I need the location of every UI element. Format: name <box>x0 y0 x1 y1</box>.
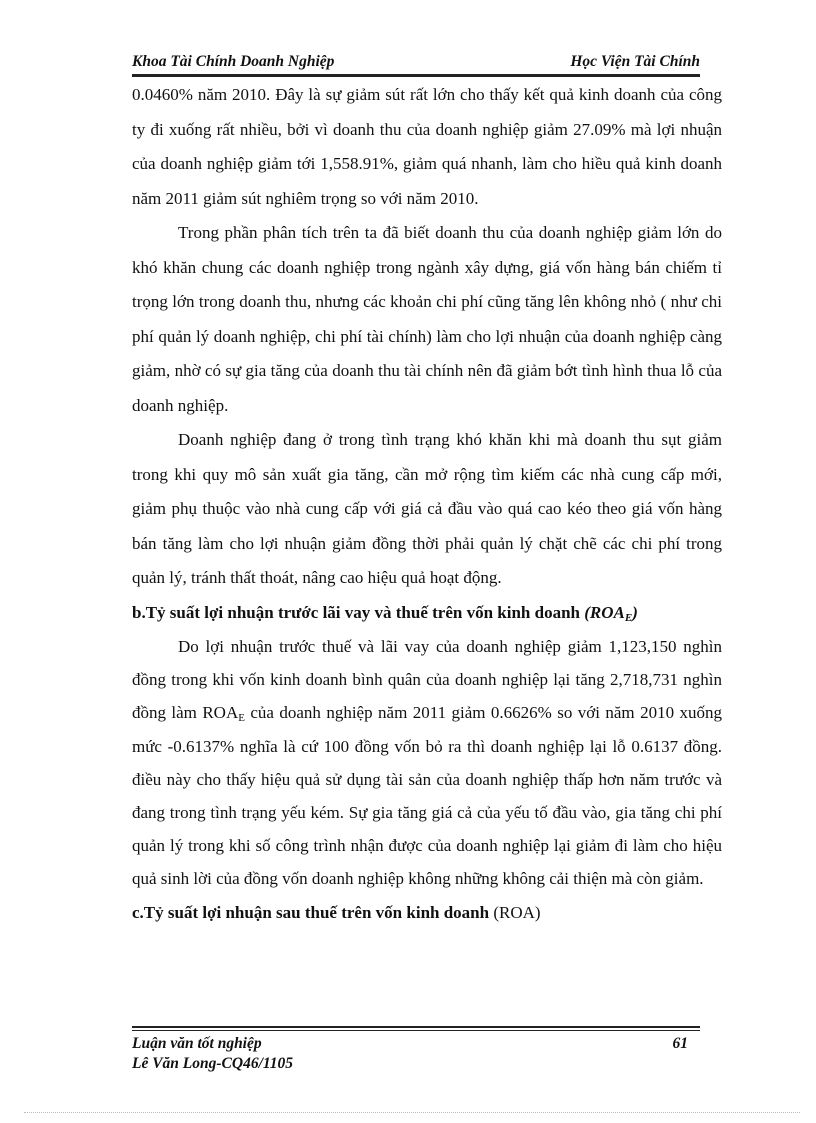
section-heading-c-text: c.Tỷ suất lợi nhuận sau thuế trên vốn kinh doanh <box>132 902 494 922</box>
section-heading-b-symbol: $(ROA_E)$ <box>584 602 638 624</box>
header-faculty: Khoa Tài Chính Doanh Nghiệp <box>132 53 335 70</box>
footer-thesis-label: Luận văn tốt nghiệp <box>132 1035 262 1052</box>
footer-divider <box>132 1026 700 1028</box>
page-footer <box>132 1034 700 1074</box>
section-heading-b-text: b.Tỷ suất lợi nhuận trước lãi vay và thuế trên vốn kinh doanh <box>132 602 585 622</box>
section-heading-c <box>132 896 722 931</box>
header-divider <box>132 76 700 77</box>
page-header <box>132 52 700 76</box>
section-heading-c-symbol: (ROA) <box>493 902 541 922</box>
page-number: 61 <box>672 1035 688 1052</box>
paragraph-4: Do lợi nhuận trước thuế và lãi vay của doanh nghiệp giảm 1,123,150 nghìn đồng trong khi vốn kinh doanh bình quân của doanh nghiệp lại tăng 2,718,731 nghìn đồng làm $ROA_E$ của doanh nghiệp năm 2011 giảm 0.6626% so với năm 2010 xuống mức -0.6137% nghĩa là cứ 100 đồng vốn bỏ ra thì doanh nghiệp lại lỗ 0.6137 đồng. điều này cho thấy hiệu quả sử dụng tài sản của doanh nghiệp thấp hơn năm trước và đang trong tình trạng yếu kém. Sự gia tăng giá cả của yếu tố đầu vào, gia tăng chi phí quản lý trong khi số công trình nhận được của doanh nghiệp lại giảm đi làm cho hiệu quả sinh lời của đồng vốn doanh nghiệp không những không cải thiện mà còn giảm. <box>132 637 722 889</box>
paragraph-2: Trong phần phân tích trên ta đã biết doanh thu của doanh nghiệp giảm lớn do khó khăn chung các doanh nghiệp trong ngành xây dựng, giá vốn hàng bán chiếm tỉ trọng lớn trong doanh thu, nhưng các khoản chi phí cũng tăng lên không nhỏ ( như chi phí quản lý doanh nghiệp, chi phí tài chính) làm cho lợi nhuận của doanh nghiệp càng giảm, nhờ có sự gia tăng của doanh thu tài chính nên đã giảm bớt tình hình thua lỗ của doanh nghiệp. <box>132 223 722 415</box>
header-institution: Học Viện Tài Chính <box>570 53 700 70</box>
footer-author: Lê Văn Long-CQ46/1105 <box>132 1055 294 1072</box>
paragraph-3: Doanh nghiệp đang ở trong tình trạng khó khăn khi mà doanh thu sụt giảm trong khi quy mô sản xuất gia tăng, cần mở rộng tìm kiếm các nhà cung cấp mới, giảm phụ thuộc vào nhà cung cấp với giá cả đầu vào quá cao kéo theo giá vốn hàng bán tăng làm cho lợi nhuận giảm đồng thời phải quản lý chặt chẽ các chi phí trong quản lý, tránh thất thoát, nâng cao hiệu quả hoạt động. <box>132 430 722 587</box>
paragraph-1: 0.0460% năm 2010. Đây là sự giảm sút rất lớn cho thấy kết quả kinh doanh của công ty đi xuống rất nhiều, bởi vì doanh thu của doanh nghiệp giảm 27.09% mà lợi nhuận của doanh nghiệp giảm tới 1,558.91%, giảm quá nhanh, làm cho hiều quả kinh doanh năm 2011 giảm sút nghiêm trọng so với năm 2010. <box>132 85 722 208</box>
section-heading-b <box>132 596 722 631</box>
footer-divider-thin <box>132 1030 700 1031</box>
page-edge-dotted-line <box>24 1112 800 1113</box>
page-body <box>132 78 722 930</box>
